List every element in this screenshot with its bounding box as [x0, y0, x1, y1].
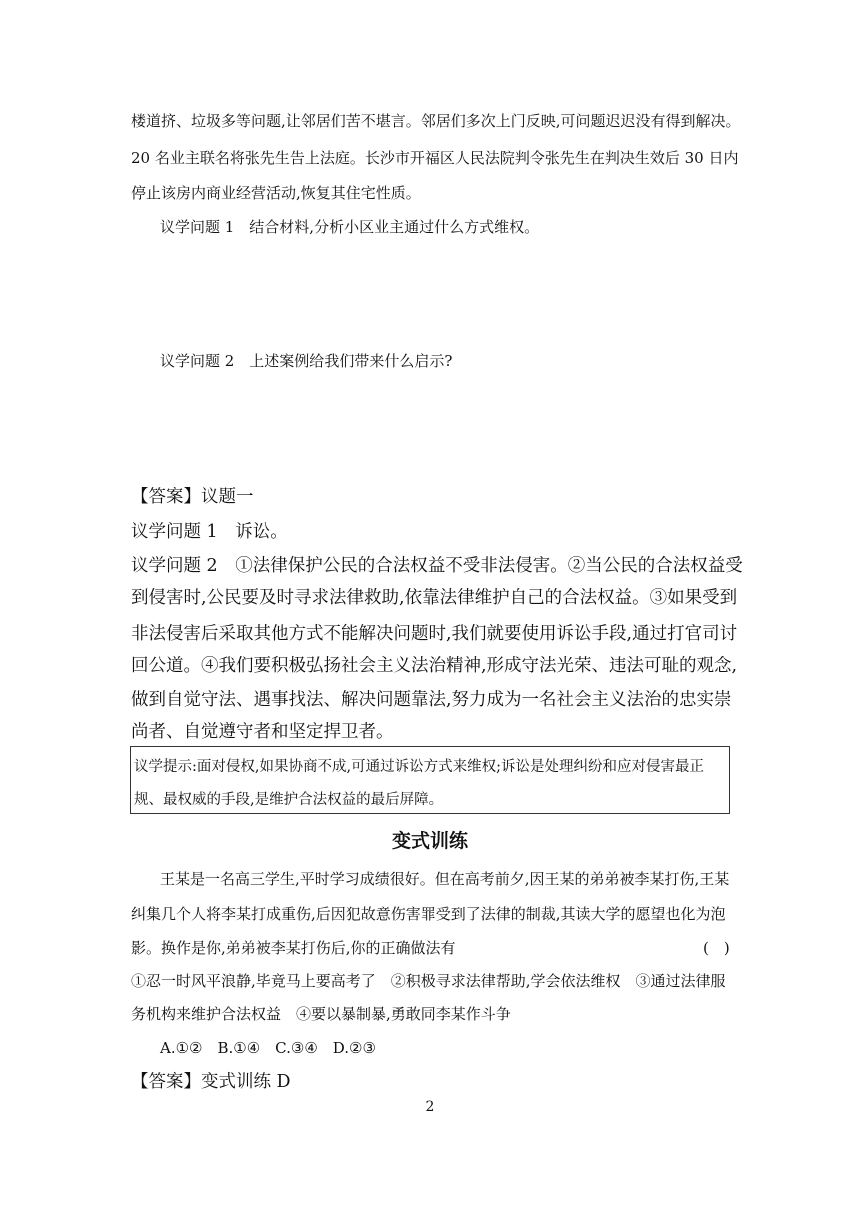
- question-1: 议学问题 1 结合材料,分析小区业主通过什么方式维权。: [160, 218, 540, 236]
- question-2: 议学问题 2 上述案例给我们带来什么启示?: [160, 352, 453, 370]
- hint-box: [130, 746, 730, 814]
- answer-2-line-4: 回公道。④我们要积极弘扬社会主义法治精神,形成守法光荣、违法可耻的观念,: [131, 656, 738, 676]
- material-line-3: 停止该房内商业经营活动,恢复其住宅性质。: [131, 184, 421, 202]
- exercise-stem-line-2: 纠集几个人将李某打成重伤,后因犯故意伤害罪受到了法律的制裁,其读大学的愿望也化为泡: [131, 905, 726, 923]
- exercise-heading: 变式训练: [391, 830, 468, 852]
- answer-2-line-2: 到侵害时,公民要及时寻求法律救助,依靠法律维护自己的合法权益。③如果受到: [131, 588, 738, 608]
- answer-title: 【答案】议题一: [131, 487, 254, 507]
- exercise-stem-line-1: 王某是一名高三学生,平时学习成绩很好。但在高考前夕,因王某的弟弟被李某打伤,王某: [160, 870, 730, 888]
- hint-line-2: 规、最权威的手段,是维护合法权益的最后屏障。: [134, 792, 444, 808]
- page-number: 2: [425, 1099, 435, 1115]
- choices-line: A.①② B.①④ C.③④ D.②③: [160, 1039, 376, 1057]
- answer-2-line-6: 尚者、自觉遵守者和坚定捍卫者。: [131, 722, 394, 742]
- answer-1: 议学问题 1 诉讼。: [131, 522, 288, 542]
- answer-2-line-1: 议学问题 2 ①法律保护公民的合法权益不受非法侵害。②当公民的合法权益受: [131, 556, 743, 576]
- hint-line-1: 议学提示:面对侵权,如果协商不成,可通过诉讼方式来维权;诉讼是处理纠纷和应对侵害最正: [134, 759, 704, 775]
- options-line-1: ①忍一时风平浪静,毕竟马上要高考了 ②积极寻求法律帮助,学会依法维权 ③通过法律服: [131, 972, 726, 990]
- answer-2-line-5: 做到自觉守法、遇事找法、解决问题靠法,努力成为一名社会主义法治的忠实崇: [131, 690, 732, 710]
- exercise-answer: 【答案】变式训练 D: [131, 1072, 291, 1092]
- material-line-1: 楼道挤、垃圾多等问题,让邻居们苦不堪言。邻居们多次上门反映,可问题迟迟没有得到解决。: [131, 112, 741, 130]
- exercise-stem-line-3: 影。换作是你,弟弟被李某打伤后,你的正确做法有: [131, 939, 456, 957]
- material-line-2: 20 名业主联名将张先生告上法庭。长沙市开福区人民法院判令张先生在判决生效后 30 日内: [131, 149, 739, 167]
- answer-2-line-3: 非法侵害后采取其他方式不能解决问题时,我们就要使用诉讼手段,通过打官司讨: [131, 624, 738, 644]
- answer-parenthesis: ( ): [703, 939, 730, 957]
- options-line-2: 务机构来维护合法权益 ④要以暴制暴,勇敢同李某作斗争: [131, 1005, 511, 1023]
